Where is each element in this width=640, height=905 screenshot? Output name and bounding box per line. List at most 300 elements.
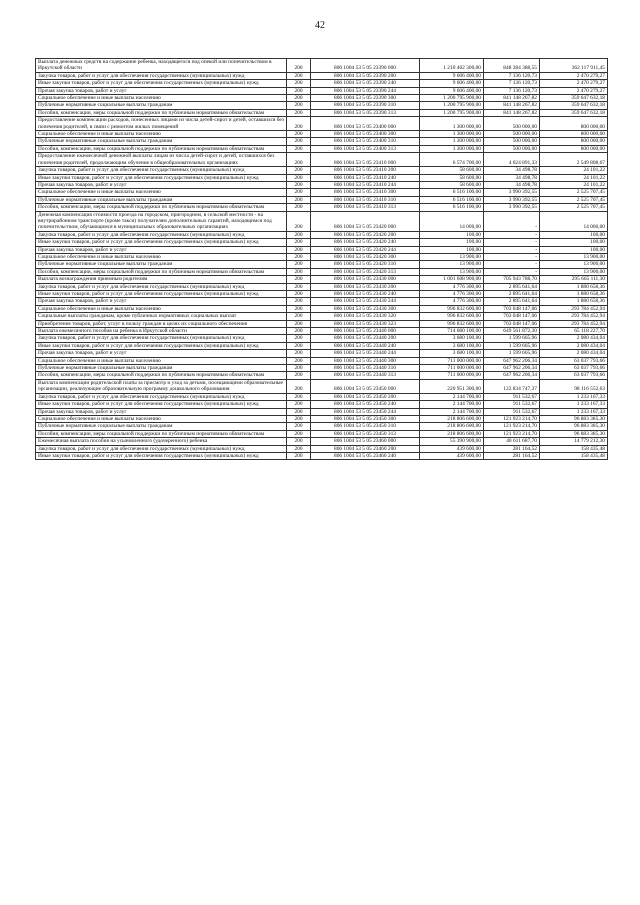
row-kbk-cell: 806 1004 53 5 05 23400 000 [311,117,420,131]
row-approved-cell: 439 600,00 [420,445,484,452]
row-kbk-cell: 806 1004 53 5 05 23400 313 [311,145,420,152]
row-approved-cell: 9 606 400,00 [420,80,484,87]
row-kbk-cell: 806 1004 53 5 05 23450 313 [311,430,420,437]
row-approved-cell: 58 600,00 [420,167,484,174]
table-row [36,335,608,342]
row-code-cell: 200 [287,153,311,167]
row-code-cell: 200 [287,196,311,203]
row-executed-cell: 34 498,78 [484,181,540,188]
row-name-cell: Предоставление ежемесячной денежной выплаты лицам из числа детей-сирот и детей, оставшихся без попечения родителей, продолжающим обучение в общеобразовательных организациях [36,153,287,167]
table-row [36,393,608,400]
table-row [36,357,608,364]
row-approved-cell: 100,00 [420,246,484,253]
row-unexecuted-cell: 2 080 434,04 [540,335,608,342]
row-code-cell: 200 [287,393,311,400]
row-approved-cell: 14 000,00 [420,211,484,231]
row-unexecuted-cell: 359 647 632,18 [540,95,608,102]
row-kbk-cell: 806 1004 53 5 05 23420 310 [311,261,420,268]
row-name-cell: Денежная компенсация стоимости проезда на городском, пригородном, в сельской местности - на внутрирайонном транспорте (кроме такси) получателям дополнительных гарантий, находящимся под попечительством, обучающимся в муниципальных образовательных организациях [36,211,287,231]
row-name-cell: Ежемесячная выплата пособия на усыновленного (удочеренного) ребенка [36,438,287,445]
row-approved-cell: 6 516 100,00 [420,204,484,211]
row-kbk-cell: 806 1004 53 5 05 23460 200 [311,445,420,452]
row-executed-cell: 841 148 267,82 [484,95,540,102]
row-unexecuted-cell: 158 435,48 [540,452,608,459]
row-code-cell: 200 [287,189,311,196]
row-approved-cell: 58 600,00 [420,181,484,188]
table-row [36,246,608,253]
row-executed-cell: 121 923 214,70 [484,423,540,430]
row-unexecuted-cell: 1 233 167,33 [540,393,608,400]
row-code-cell: 200 [287,261,311,268]
row-code-cell: 200 [287,211,311,231]
row-approved-cell: 4 776 300,00 [420,283,484,290]
row-executed-cell: - [484,239,540,246]
row-kbk-cell: 806 1004 53 5 05 23410 244 [311,181,420,188]
table-row [36,365,608,372]
row-approved-cell: 1 300 000,00 [420,117,484,131]
row-code-cell: 200 [287,231,311,238]
row-code-cell: 200 [287,372,311,379]
row-unexecuted-cell: 293 784 452,94 [540,305,608,312]
table-row [36,313,608,320]
row-unexecuted-cell: 158 435,48 [540,445,608,452]
row-kbk-cell: 806 1004 53 5 05 23460 240 [311,452,420,459]
row-kbk-cell: 806 1004 53 5 05 23420 313 [311,268,420,275]
row-approved-cell: 711 000 000,00 [420,372,484,379]
row-kbk-cell: 806 1004 53 5 05 23410 310 [311,196,420,203]
row-code-cell: 200 [287,276,311,283]
table-row [36,268,608,275]
table-row [36,423,608,430]
row-executed-cell: - [484,211,540,231]
table-row [36,401,608,408]
table-row [36,153,608,167]
table-row [36,408,608,415]
row-executed-cell: 121 923 214,70 [484,430,540,437]
row-executed-cell: 2 895 641,64 [484,283,540,290]
row-kbk-cell: 806 1004 53 5 05 23430 244 [311,298,420,305]
row-code-cell: 200 [287,59,311,73]
row-approved-cell: 220 951 300,00 [420,379,484,393]
row-name-cell: Пособия, компенсации, меры социальной поддержки по публичным нормативным обязательствам [36,430,287,437]
row-code-cell: 200 [287,438,311,445]
row-code-cell: 200 [287,379,311,393]
table-row [36,59,608,73]
row-kbk-cell: 806 1004 53 5 05 23450 310 [311,423,420,430]
row-executed-cell: 281 164,52 [484,445,540,452]
row-code-cell: 200 [287,239,311,246]
row-approved-cell: 1 200 795 900,00 [420,102,484,109]
table-row [36,320,608,327]
row-executed-cell: 40 611 687,70 [484,438,540,445]
row-approved-cell: 3 680 100,00 [420,350,484,357]
table-row [36,430,608,437]
row-approved-cell: 100,00 [420,231,484,238]
row-executed-cell: - [484,231,540,238]
row-executed-cell: - [484,246,540,253]
row-unexecuted-cell: 13 900,00 [540,261,608,268]
row-name-cell: Пособия, компенсации, меры социальной поддержки по публичным нормативным обязательствам [36,145,287,152]
row-name-cell: Закупка товаров, работ и услуг для обеспечения государственных (муниципальных) нужд [36,231,287,238]
row-code-cell: 200 [287,80,311,87]
table-row [36,415,608,422]
row-unexecuted-cell: 24 101,22 [540,181,608,188]
row-approved-cell: 9 606 400,00 [420,87,484,94]
row-executed-cell: 1 599 665,96 [484,335,540,342]
row-kbk-cell: 806 1004 53 5 05 23460 000 [311,438,420,445]
table-row [36,181,608,188]
row-approved-cell: 1 200 795 900,00 [420,95,484,102]
row-name-cell: Социальное обеспечение и иные выплаты населению [36,189,287,196]
row-name-cell: Социальное обеспечение и иные выплаты населению [36,253,287,260]
row-approved-cell: 1 200 795 900,00 [420,109,484,116]
row-kbk-cell: 806 1004 53 5 05 23390 240 [311,80,420,87]
row-name-cell: Социальное обеспечение и иные выплаты населению [36,415,287,422]
row-kbk-cell: 806 1004 53 5 05 23430 300 [311,305,420,312]
row-kbk-cell: 806 1004 53 5 05 23420 244 [311,246,420,253]
row-kbk-cell: 806 1004 53 5 05 23410 300 [311,189,420,196]
row-executed-cell: 4 024 891,33 [484,153,540,167]
table-row [36,452,608,459]
row-code-cell: 200 [287,181,311,188]
row-unexecuted-cell: 100,00 [540,246,608,253]
row-kbk-cell: 806 1004 53 5 05 23440 313 [311,372,420,379]
row-kbk-cell: 806 1004 53 5 05 23430 000 [311,276,420,283]
row-kbk-cell: 806 1004 53 5 05 23430 200 [311,283,420,290]
row-approved-cell: 13 900,00 [420,268,484,275]
row-executed-cell: - [484,261,540,268]
row-code-cell: 200 [287,95,311,102]
table-row [36,145,608,152]
row-approved-cell: 4 776 300,00 [420,298,484,305]
row-unexecuted-cell: 13 900,00 [540,268,608,275]
table-row [36,204,608,211]
table-row [36,80,608,87]
row-executed-cell: 841 148 267,82 [484,109,540,116]
row-code-cell: 200 [287,320,311,327]
row-kbk-cell: 806 1004 53 5 05 23400 300 [311,131,420,138]
row-code-cell: 200 [287,204,311,211]
row-name-cell: Социальное обеспечение и иные выплаты населению [36,131,287,138]
row-name-cell: Иные закупки товаров, работ и услуг для обеспечения государственных (муниципальных) нужд [36,452,287,459]
row-name-cell: Прочая закупка товаров, работ и услуг [36,246,287,253]
row-unexecuted-cell: 800 000,00 [540,117,608,131]
row-approved-cell: 6 574 700,00 [420,153,484,167]
page-number: 42 [315,20,325,31]
budget-execution-table [35,58,608,460]
row-kbk-cell: 806 1004 53 5 05 23390 000 [311,59,420,73]
row-executed-cell: 500 000,00 [484,145,540,152]
table-row [36,189,608,196]
row-executed-cell: 911 532,67 [484,393,540,400]
row-unexecuted-cell: 2 525 707,45 [540,189,608,196]
row-executed-cell: 649 561 872,30 [484,328,540,335]
row-unexecuted-cell: 800 000,00 [540,145,608,152]
row-code-cell: 200 [287,328,311,335]
row-approved-cell: 1 300 000,00 [420,145,484,152]
row-executed-cell: 647 962 206,34 [484,357,540,364]
row-kbk-cell: 806 1004 53 5 05 23400 310 [311,138,420,145]
row-executed-cell: 34 498,78 [484,167,540,174]
row-code-cell: 200 [287,87,311,94]
row-name-cell: Социальные выплаты гражданам, кроме публичных нормативных социальных выплат [36,313,287,320]
row-unexecuted-cell: 14 779 212,30 [540,438,608,445]
row-kbk-cell: 806 1004 53 5 05 23430 240 [311,291,420,298]
row-approved-cell: 711 000 000,00 [420,357,484,364]
row-executed-cell: 841 148 267,82 [484,102,540,109]
row-unexecuted-cell: 2 549 808,67 [540,153,608,167]
row-unexecuted-cell: 1 880 658,36 [540,298,608,305]
row-executed-cell: 7 136 120,73 [484,87,540,94]
table-row [36,231,608,238]
table-row [36,350,608,357]
row-kbk-cell: 806 1004 53 5 05 23390 300 [311,95,420,102]
row-name-cell: Публичные нормативные социальные выплаты гражданам [36,196,287,203]
row-name-cell: Закупка товаров, работ и услуг для обеспечения государственных (муниципальных) нужд [36,335,287,342]
row-kbk-cell: 806 1004 53 5 05 23440 310 [311,365,420,372]
row-kbk-cell: 806 1004 53 5 05 23440 200 [311,335,420,342]
row-approved-cell: 13 900,00 [420,253,484,260]
row-kbk-cell: 806 1004 53 5 05 23450 200 [311,393,420,400]
row-executed-cell: 703 048 147,06 [484,305,540,312]
row-executed-cell: 7 136 120,73 [484,80,540,87]
row-code-cell: 200 [287,415,311,422]
row-name-cell: Пособия, компенсации, меры социальной поддержки по публичным нормативным обязательствам [36,109,287,116]
row-name-cell: Закупка товаров, работ и услуг для обеспечения государственных (муниципальных) нужд [36,445,287,452]
row-approved-cell: 100,00 [420,239,484,246]
row-approved-cell: 3 680 100,00 [420,335,484,342]
row-executed-cell: - [484,268,540,275]
row-kbk-cell: 806 1004 53 5 05 23410 000 [311,153,420,167]
row-unexecuted-cell: 2 080 434,04 [540,342,608,349]
row-name-cell: Публичные нормативные социальные выплаты гражданам [36,102,287,109]
row-name-cell: Пособия, компенсации, меры социальной поддержки по публичным нормативным обязательствам [36,372,287,379]
table-row [36,87,608,94]
table-row [36,253,608,260]
row-approved-cell: 996 832 600,00 [420,305,484,312]
table-row [36,196,608,203]
row-name-cell: Закупка товаров, работ и услуг для обеспечения государственных (муниципальных) нужд [36,167,287,174]
row-name-cell: Публичные нормативные социальные выплаты гражданам [36,423,287,430]
row-name-cell: Выплата вознаграждения приемным родителям [36,276,287,283]
row-name-cell: Иные закупки товаров, работ и услуг для обеспечения государственных (муниципальных) нужд [36,401,287,408]
row-unexecuted-cell: 24 101,22 [540,174,608,181]
row-kbk-cell: 806 1004 53 5 05 23390 200 [311,72,420,79]
row-name-cell: Прочая закупка товаров, работ и услуг [36,350,287,357]
row-name-cell: Иные закупки товаров, работ и услуг для обеспечения государственных (муниципальных) нужд [36,80,287,87]
row-executed-cell: - [484,253,540,260]
row-code-cell: 200 [287,298,311,305]
row-name-cell: Прочая закупка товаров, работ и услуг [36,408,287,415]
row-name-cell: Прочая закупка товаров, работ и услуг [36,87,287,94]
row-unexecuted-cell: 2 470 279,27 [540,87,608,94]
row-kbk-cell: 806 1004 53 5 05 23420 200 [311,231,420,238]
row-approved-cell: 439 600,00 [420,452,484,459]
row-approved-cell: 1 300 000,00 [420,131,484,138]
row-approved-cell: 55 390 900,00 [420,438,484,445]
row-unexecuted-cell: 295 665 111,30 [540,276,608,283]
row-executed-cell: 3 990 392,55 [484,204,540,211]
row-kbk-cell: 806 1004 53 5 05 23420 300 [311,253,420,260]
row-code-cell: 200 [287,131,311,138]
table-row [36,379,608,393]
row-name-cell: Пособия, компенсации, меры социальной поддержки по публичным нормативным обязательствам [36,204,287,211]
row-code-cell: 200 [287,365,311,372]
row-unexecuted-cell: 96 883 385,30 [540,430,608,437]
row-unexecuted-cell: 1 880 658,36 [540,291,608,298]
row-unexecuted-cell: 24 101,22 [540,167,608,174]
row-executed-cell: 647 962 206,34 [484,365,540,372]
row-kbk-cell: 806 1004 53 5 05 23420 000 [311,211,420,231]
row-approved-cell: 711 000 000,00 [420,365,484,372]
row-kbk-cell: 806 1004 53 5 05 23440 244 [311,350,420,357]
table-row [36,167,608,174]
table-body [36,59,608,460]
row-unexecuted-cell: 2 525 707,45 [540,196,608,203]
row-name-cell: Закупка товаров, работ и услуг для обеспечения государственных (муниципальных) нужд [36,393,287,400]
row-unexecuted-cell: 96 883 385,30 [540,415,608,422]
row-code-cell: 200 [287,335,311,342]
row-executed-cell: 911 532,67 [484,408,540,415]
row-executed-cell: 3 990 392,55 [484,196,540,203]
row-executed-cell: 122 834 747,37 [484,379,540,393]
row-unexecuted-cell: 1 233 167,33 [540,401,608,408]
row-name-cell: Публичные нормативные социальные выплаты гражданам [36,138,287,145]
row-approved-cell: 13 900,00 [420,261,484,268]
row-approved-cell: 1 210 402 300,00 [420,59,484,73]
row-kbk-cell: 806 1004 53 5 05 23420 240 [311,239,420,246]
row-kbk-cell: 806 1004 53 5 05 23410 313 [311,204,420,211]
row-executed-cell: 911 532,67 [484,401,540,408]
table-row [36,261,608,268]
row-kbk-cell: 806 1004 53 5 05 23450 000 [311,379,420,393]
row-code-cell: 200 [287,342,311,349]
row-approved-cell: 996 832 600,00 [420,320,484,327]
row-executed-cell: 500 000,00 [484,138,540,145]
row-code-cell: 200 [287,423,311,430]
row-approved-cell: 4 776 300,00 [420,291,484,298]
row-name-cell: Социальное обеспечение и иные выплаты населению [36,305,287,312]
row-code-cell: 200 [287,401,311,408]
row-kbk-cell: 806 1004 53 5 05 23450 240 [311,401,420,408]
row-code-cell: 200 [287,72,311,79]
row-kbk-cell: 806 1004 53 5 05 23390 313 [311,109,420,116]
row-name-cell: Приобретение товаров, работ, услуг в пользу граждан в целях их социального обеспечения [36,320,287,327]
table-row [36,211,608,231]
row-executed-cell: 1 599 665,96 [484,342,540,349]
table-row [36,117,608,131]
table-row [36,138,608,145]
row-unexecuted-cell: 100,00 [540,231,608,238]
row-kbk-cell: 806 1004 53 5 05 23450 244 [311,408,420,415]
row-approved-cell: 2 144 700,00 [420,408,484,415]
row-executed-cell: 1 599 665,96 [484,350,540,357]
row-name-cell: Закупка товаров, работ и услуг для обеспечения государственных (муниципальных) нужд [36,72,287,79]
row-code-cell: 200 [287,357,311,364]
table-row [36,174,608,181]
row-unexecuted-cell: 2 470 279,27 [540,80,608,87]
row-code-cell: 200 [287,350,311,357]
row-kbk-cell: 806 1004 53 5 05 23430 320 [311,313,420,320]
row-code-cell: 200 [287,408,311,415]
row-code-cell: 200 [287,246,311,253]
row-name-cell: Социальное обеспечение и иные выплаты населению [36,95,287,102]
row-approved-cell: 6 516 100,00 [420,189,484,196]
row-name-cell: Публичные нормативные социальные выплаты гражданам [36,261,287,268]
row-executed-cell: 281 164,52 [484,452,540,459]
row-approved-cell: 2 144 700,00 [420,393,484,400]
row-executed-cell: 848 284 388,55 [484,59,540,73]
row-kbk-cell: 806 1004 53 5 05 23410 240 [311,174,420,181]
table-row [36,131,608,138]
row-approved-cell: 9 606 400,00 [420,72,484,79]
row-kbk-cell: 806 1004 53 5 05 23390 310 [311,102,420,109]
row-code-cell: 200 [287,117,311,131]
row-approved-cell: 1 300 000,00 [420,138,484,145]
row-executed-cell: 7 136 120,73 [484,72,540,79]
row-code-cell: 200 [287,452,311,459]
row-code-cell: 200 [287,167,311,174]
row-unexecuted-cell: 63 037 793,66 [540,357,608,364]
row-code-cell: 200 [287,445,311,452]
table-row [36,276,608,283]
row-unexecuted-cell: 100,00 [540,239,608,246]
row-executed-cell: 500 000,00 [484,131,540,138]
row-name-cell: Публичные нормативные социальные выплаты гражданам [36,365,287,372]
table-row [36,102,608,109]
row-unexecuted-cell: 63 037 793,66 [540,372,608,379]
row-code-cell: 200 [287,283,311,290]
row-code-cell: 200 [287,268,311,275]
row-kbk-cell: 806 1004 53 5 05 23440 300 [311,357,420,364]
row-kbk-cell: 806 1004 53 5 05 23440 000 [311,328,420,335]
row-code-cell: 200 [287,109,311,116]
row-approved-cell: 218 806 600,00 [420,423,484,430]
table-row [36,342,608,349]
row-approved-cell: 2 144 700,00 [420,401,484,408]
table-row [36,291,608,298]
row-executed-cell: 705 943 788,70 [484,276,540,283]
row-approved-cell: 6 516 100,00 [420,196,484,203]
row-unexecuted-cell: 800 000,00 [540,131,608,138]
row-unexecuted-cell: 63 037 793,66 [540,365,608,372]
row-code-cell: 200 [287,313,311,320]
row-code-cell: 200 [287,291,311,298]
row-executed-cell: 647 962 206,34 [484,372,540,379]
table-row [36,298,608,305]
row-executed-cell: 3 990 392,55 [484,189,540,196]
table-row [36,95,608,102]
row-name-cell: Выплата компенсации родительской платы за присмотр и уход за детьми, посещающими образовательные организации, реализующие образовательную программу дошкольного образования [36,379,287,393]
row-code-cell: 200 [287,145,311,152]
row-executed-cell: 34 498,78 [484,174,540,181]
row-unexecuted-cell: 1 880 658,36 [540,283,608,290]
row-executed-cell: 121 923 214,70 [484,415,540,422]
table-row [36,239,608,246]
table-row [36,372,608,379]
row-name-cell: Пособия, компенсации, меры социальной поддержки по публичным нормативным обязательствам [36,268,287,275]
table-row [36,305,608,312]
row-name-cell: Предоставление компенсации расходов, понесенных лицами из числа детей-сирот и детей, оставшихся без попечения родителей, в связи с ремонтом жилых помещений [36,117,287,131]
row-code-cell: 200 [287,174,311,181]
row-kbk-cell: 806 1004 53 5 05 23410 200 [311,167,420,174]
row-name-cell: Выплата денежных средств на содержание ребенка, находящегося под опекой или попечительством в Иркутской области [36,59,287,73]
row-unexecuted-cell: 14 000,00 [540,211,608,231]
row-name-cell: Прочая закупка товаров, работ и услуг [36,298,287,305]
row-approved-cell: 218 806 600,00 [420,415,484,422]
row-name-cell: Иные закупки товаров, работ и услуг для обеспечения государственных (муниципальных) нужд [36,291,287,298]
row-name-cell: Закупка товаров, работ и услуг для обеспечения государственных (муниципальных) нужд [36,283,287,290]
